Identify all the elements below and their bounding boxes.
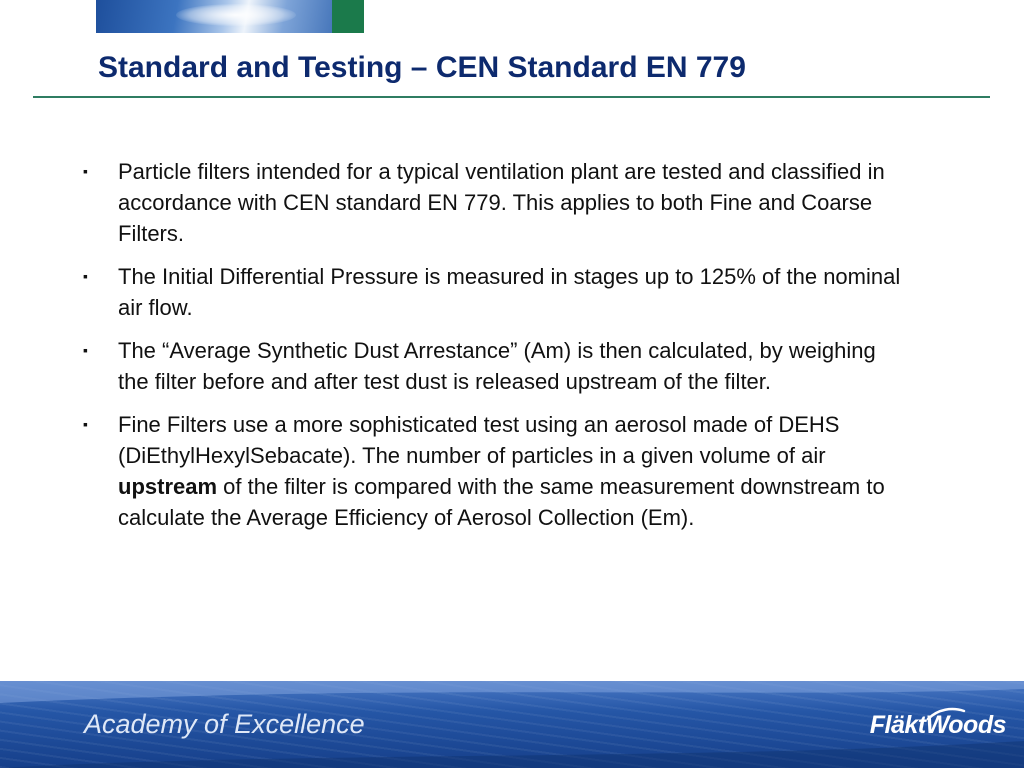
- banner-cloud-graphic: [176, 4, 296, 26]
- company-logo: [870, 705, 1006, 745]
- bullet-text: of the filter is compared with the same measurement downstream to calculate the Average Efficiency of Aerosol Collection (Em).: [118, 474, 885, 530]
- bullet-emphasis-text: upstream: [118, 474, 218, 499]
- bullet-marker-icon: ▪: [83, 416, 88, 432]
- bullet-text: Fine Filters use a more sophisticated test using an aerosol made of DEHS (DiEthylHexylSebacate). The number of particles in a given volume of air: [118, 412, 840, 468]
- bullet-item: [78, 156, 908, 249]
- bullet-item: [78, 335, 908, 397]
- footer-banner: [0, 681, 1024, 768]
- logo-swoosh-icon: [926, 707, 966, 721]
- bullet-marker-icon: ▪: [83, 268, 88, 284]
- bullet-marker-icon: ▪: [83, 163, 88, 179]
- slide-title: Standard and Testing – CEN Standard EN 779: [98, 51, 746, 84]
- bullet-item: [78, 409, 908, 533]
- bullet-list: [78, 156, 908, 545]
- title-divider: [33, 96, 990, 98]
- bullet-item: [78, 261, 908, 323]
- footer-tagline: Academy of Excellence: [84, 709, 365, 739]
- bullet-text: Particle filters intended for a typical ventilation plant are tested and classified in accordance with CEN standard EN 779. This applies to both Fine and Coarse Filters.: [118, 159, 885, 246]
- bullet-text: The Initial Differential Pressure is measured in stages up to 125% of the nominal air flow.: [118, 264, 901, 320]
- header-banner-graphic: [96, 0, 364, 33]
- bullet-marker-icon: ▪: [83, 342, 88, 358]
- banner-green-block: [332, 0, 364, 33]
- logo-wordmark: FläktWoods: [869, 710, 1006, 739]
- bullet-text: The “Average Synthetic Dust Arrestance” (Am) is then calculated, by weighing the filter before and after test dust is released upstream of the filter.: [118, 338, 876, 394]
